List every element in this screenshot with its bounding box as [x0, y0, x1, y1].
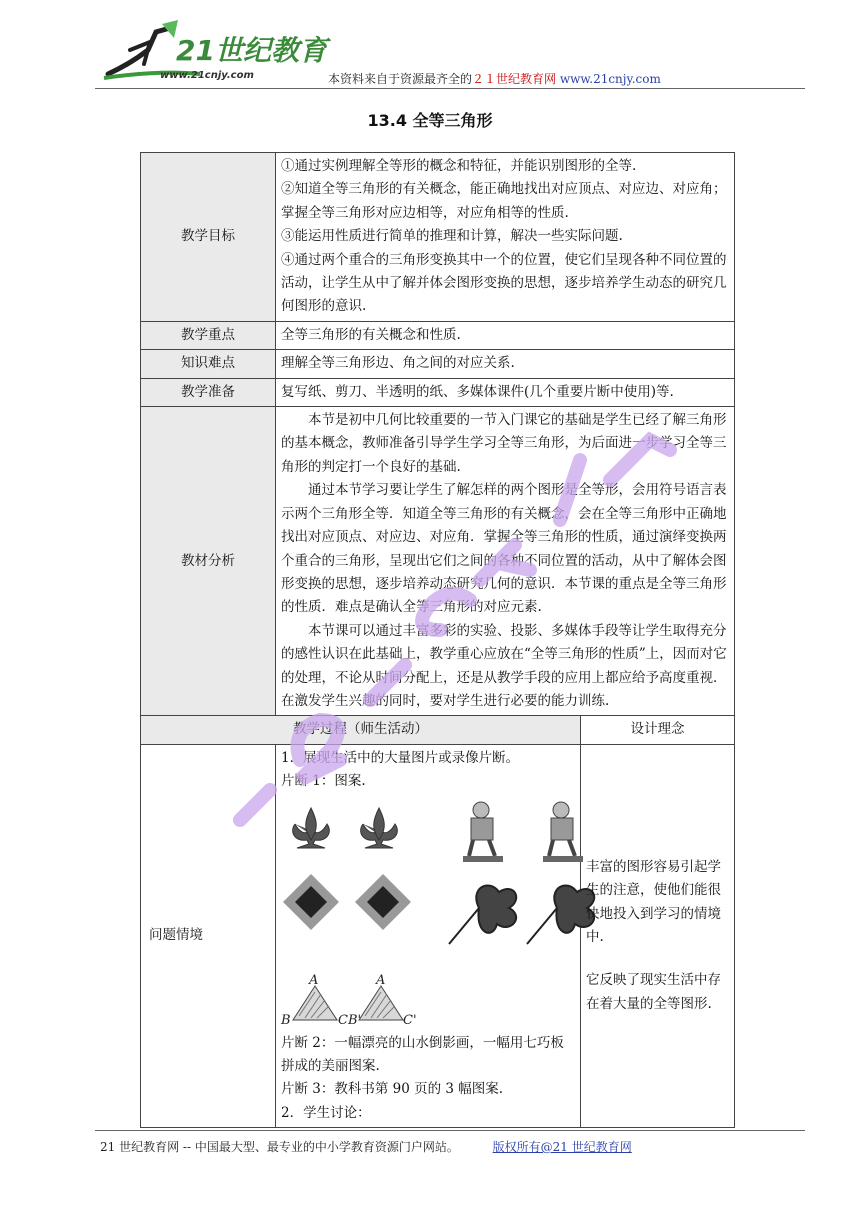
process-header: 教学过程（师生活动）: [141, 716, 581, 744]
footer: [100, 1138, 632, 1155]
lesson-plan-table: [140, 152, 735, 1128]
preparation-text: 复写纸、剪刀、半透明的纸、多媒体课件(几个重要片断中使用)等.: [276, 378, 735, 406]
source-site: ２１世纪教育网: [472, 72, 557, 86]
skater-figure-icon: [463, 802, 503, 862]
leaf-icon: [449, 885, 516, 944]
header-source: [328, 70, 661, 87]
vertex-label: B: [281, 1012, 291, 1028]
congruent-triangles: [280, 973, 417, 1028]
situation-label: 问题情境: [141, 744, 276, 1127]
vertex-label: A: [309, 972, 319, 988]
vertex-label: B': [348, 1012, 362, 1028]
footer-text: 21 世纪教育网 -- 中国最大型、最专业的中小学教育资源门户网站。: [100, 1140, 459, 1154]
document-title: 13.4 全等三角形: [367, 111, 493, 130]
design-paragraph: 它反映了现实生活中存在着大量的全等图形.: [586, 972, 721, 1012]
header-divider: [95, 88, 805, 89]
design-header: 设计理念: [581, 716, 735, 744]
situation-line: 2．学生讨论：: [281, 1104, 371, 1121]
source-prefix: 本资料来自于资源最齐全的: [328, 72, 473, 86]
goal-line: ①通过实例理解全等形的概念和特征，并能识别图形的全等.: [281, 158, 637, 174]
copyright-link[interactable]: 版权所有@21 世纪教育网: [492, 1140, 632, 1154]
goal-line: ④通过两个重合的三角形变换其中一个的位置，使它们呈现各种不同位置的活动，让学生从中了解并体会图形变换的思想，逐步培养学生动态的研究几何图形的意识.: [281, 251, 727, 315]
vertex-label: C: [338, 1012, 348, 1028]
pattern-images: [281, 798, 601, 1026]
logo-url: www.21cnjy.com: [160, 70, 254, 81]
design-paragraph: 丰富的图形容易引起学生的注意，使他们能很快地投入到学习的情境中.: [586, 858, 721, 945]
analysis-paragraph: 本节是初中几何比较重要的一节入门课它的基础是学生已经了解三角形的基本概念，教师准备引导学生学习全等三角形，为后面进一步学习全等三角形的判定打一个良好的基础.: [281, 412, 727, 475]
row-key: [141, 321, 735, 349]
design-content: [581, 744, 735, 1127]
diamond-pattern-icon: [355, 874, 411, 930]
diamond-pattern-icon: [283, 874, 339, 930]
analysis-content: [276, 407, 735, 716]
source-url[interactable]: www.21cnjy.com: [559, 72, 661, 86]
difficulty-text: 理解全等三角形边、角之间的对应关系.: [276, 350, 735, 378]
difficulty-label: 知识难点: [141, 350, 276, 378]
preparation-label: 教学准备: [141, 378, 276, 406]
spacer: [586, 949, 729, 969]
situation-line: 片断 2：一幅漂亮的山水倒影画，一幅用七巧板拼成的美丽图案.: [281, 1034, 564, 1074]
logo-text: 21世纪教育: [176, 34, 327, 67]
goal-label: 教学目标: [141, 153, 276, 322]
row-goals: [141, 153, 735, 322]
situation-line: 1．展现生活中的大量图片或录像片断。: [281, 749, 520, 766]
skater-figure-icon: [543, 802, 583, 862]
vertex-label: C': [403, 1012, 417, 1028]
goal-line: ③能运用性质进行简单的推理和计算，解决一些实际问题.: [281, 228, 623, 245]
vertex-label: A: [376, 972, 386, 988]
site-logo: [100, 20, 327, 84]
goal-content: [276, 153, 735, 322]
analysis-paragraph: 本节课可以通过丰富多彩的实验、投影、多媒体手段等让学生取得充分的感性认识在此基础上，教学重心应放在“全等三角形的性质”上，因而对它的处理，不论从时间分配上，还是从教学手段的应用上都应给予高度重视．在激发学生兴趣的同时，要对学生进行必要的能力训练.: [281, 622, 727, 709]
goal-line: ②知道全等三角形的有关概念，能正确地找出对应顶点、对应边、对应角；掌握全等三角形对应边相等，对应角相等的性质.: [281, 181, 727, 221]
analysis-label: 教材分析: [141, 407, 276, 716]
row-process-header: [141, 716, 735, 744]
row-preparation: [141, 378, 735, 406]
situation-content: [276, 744, 581, 1127]
situation-line: 片断 1：图案.: [281, 773, 366, 790]
footer-divider: [95, 1130, 805, 1131]
row-situation: [141, 744, 735, 1127]
fleur-de-lis-icon: [361, 808, 398, 848]
fleur-de-lis-icon: [293, 808, 330, 848]
situation-line: 片断 3：教科书第 90 页的 3 幅图案.: [281, 1081, 504, 1098]
key-label: 教学重点: [141, 321, 276, 349]
analysis-paragraph: 通过本节学习要让学生了解怎样的两个图形是全等形，会用符号语言表示两个三角形全等．知道全等三角形的有关概念，会在全等三角形中正确地找出对应顶点、对应边、对应角．掌握全等三角形的性质，通过演绎变换两个重合的三角形，呈现出它们之间的各种不同位置的活动，从中了解体会图形变换的思想，逐步培养动态研究几何的意识．本节课的重点是全等三角形的性质．难点是确认全等三角形的对应元素.: [281, 482, 727, 616]
key-text: 全等三角形的有关概念和性质.: [276, 321, 735, 349]
row-difficulty: [141, 350, 735, 378]
row-analysis: [141, 407, 735, 716]
